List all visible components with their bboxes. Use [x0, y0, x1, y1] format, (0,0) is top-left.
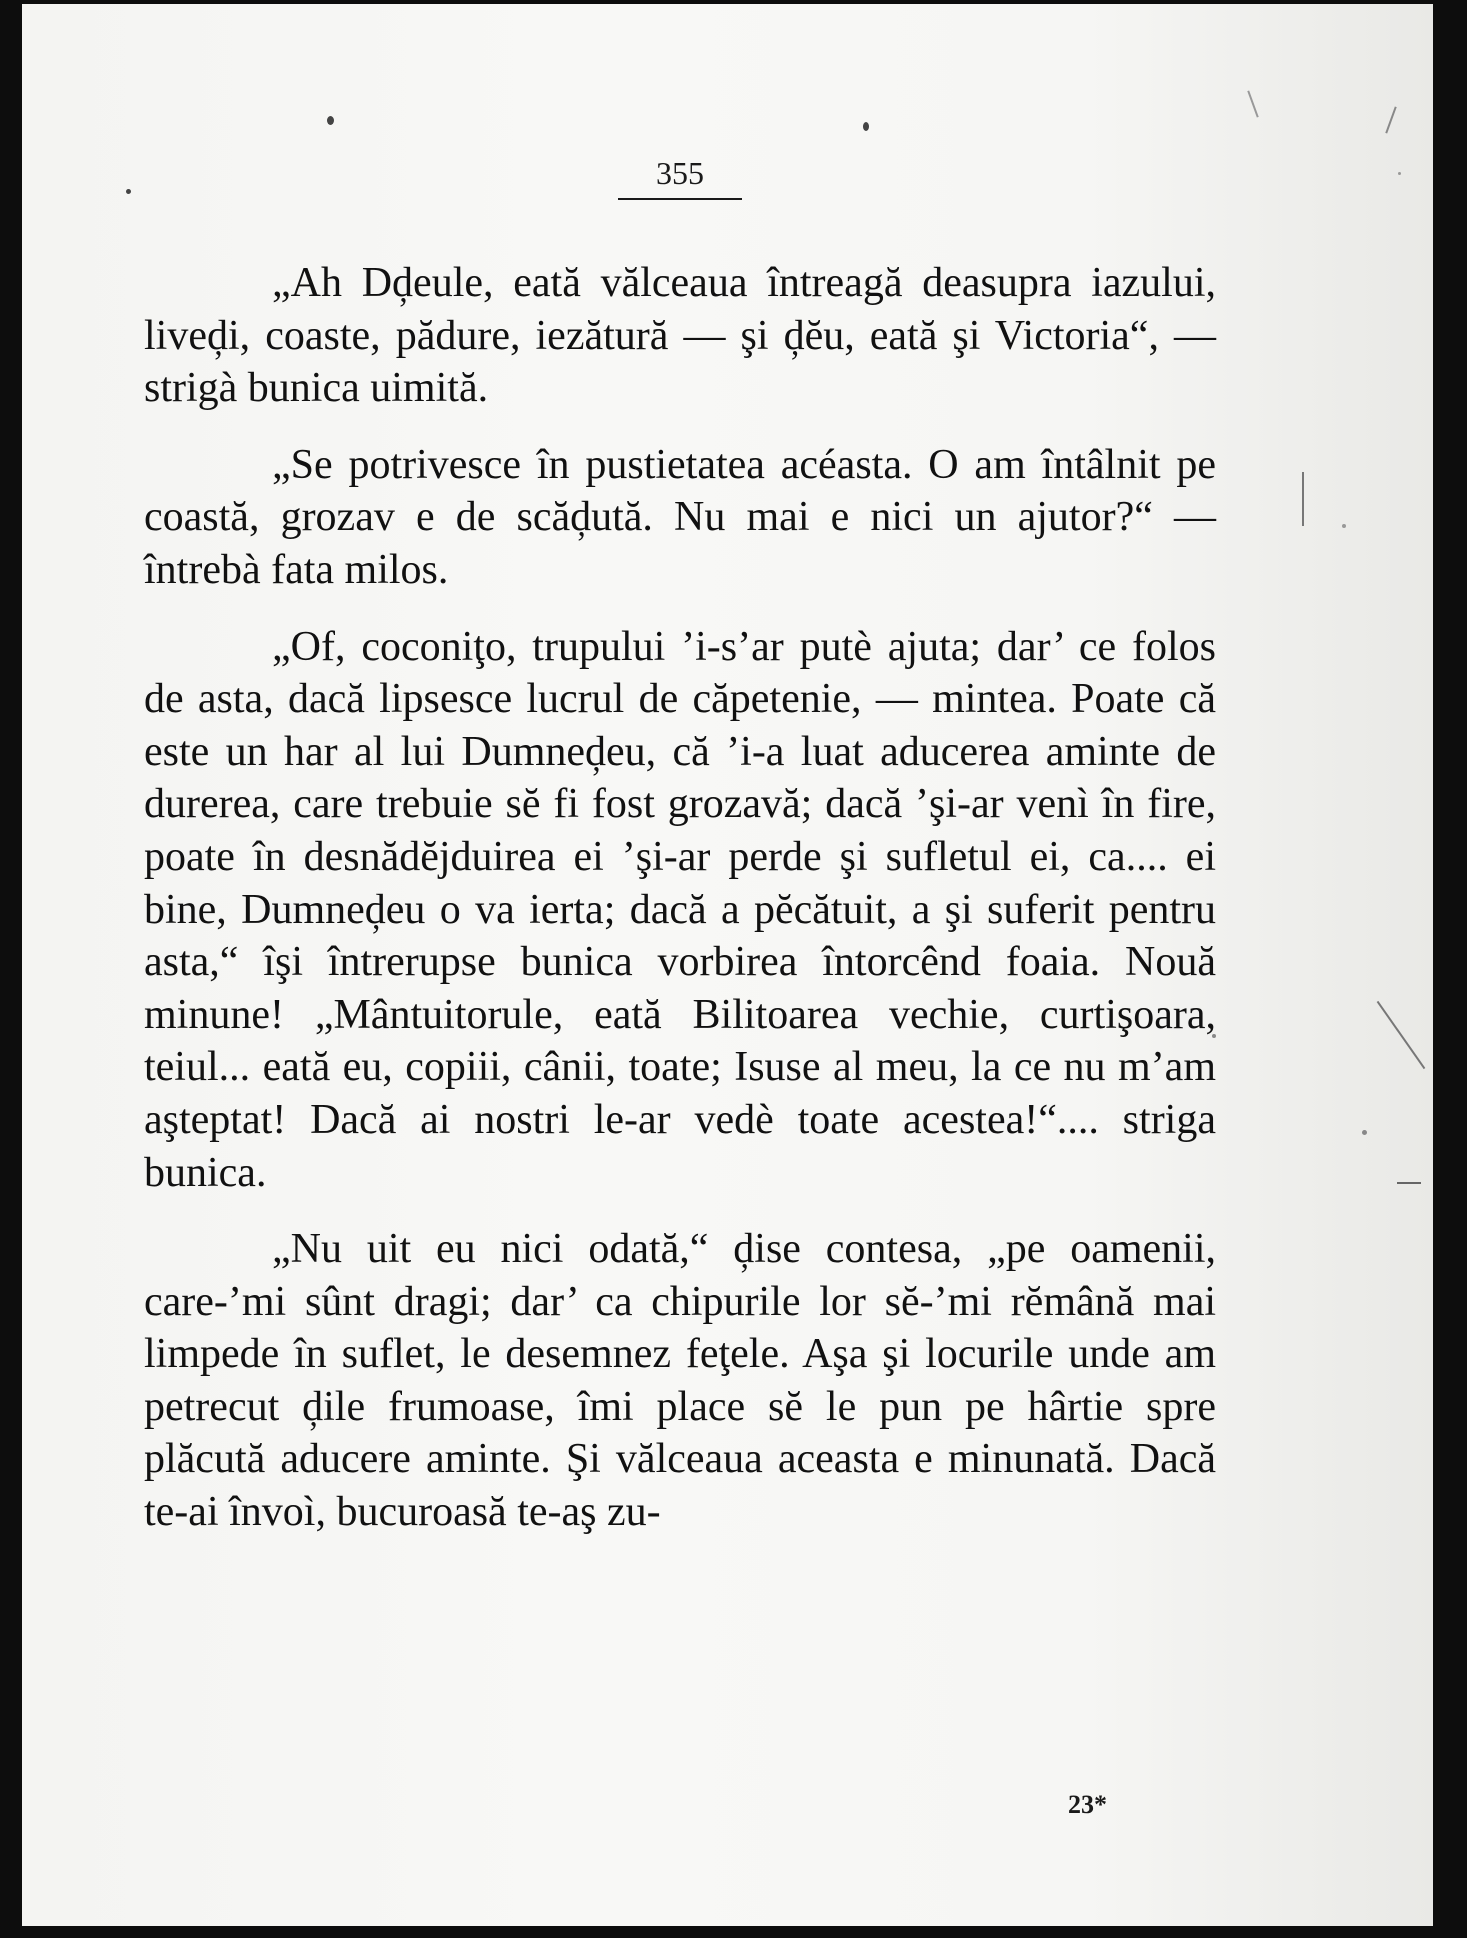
scan-speck: [327, 116, 334, 125]
paragraph: „Of, coconiţo, trupului ’i-s’ar putè ajuta; dar’ ce folos de asta, dacă lipsesce lucrul de căpetenie, — mintea. Poate că este un har al lui Dumneḑeu, că ’i-a luat aducerea aminte de durerea, care trebuie sĕ fi fost grozavă; dacă ’şi-ar venì în fire, poate în desnădĕjduirea ei ’şi-ar perde şi sufletul ei, ca.... ei bine, Dumneḑeu o va ierta; dacă a pĕcătuit, a şi suferit pentru asta,“ îşi întrerupse bunica vorbirea întorcênd foaia. Nouă minune! „Mântuitorule, eată Bilitoarea vechie, curtişoara, teiul... eată eu, copiii, cânii, toate; Isuse al meu, la ce nu m’am aşteptat! Dacă ai nostri le-ar vedè toate acestea!“.... striga bunica.: [144, 623, 1216, 1196]
paragraph: „Nu uit eu nici odată,“ ḑise contesa, „pe oamenii, care-’mi sûnt dragi; dar’ ca chipurile lor sĕ-’mi rĕmână mai limpede în suflet, le desemnez feţele. Aşa şi locurile unde am petrecut ḑile frumoase, îmi place sĕ le pun pe hârtie spre plăcută aducere aminte. Şi vălceaua aceasta e minunată. Dacă te-ai învoì, bucuroasă te-aş zu-: [144, 1226, 1216, 1536]
scan-speck: [126, 189, 131, 194]
scan-border-bottom: [0, 1926, 1467, 1938]
scan-streak: [1302, 472, 1304, 526]
scan-streak: [1247, 91, 1258, 118]
scan-streak: [1385, 107, 1396, 134]
scan-speck: [1342, 524, 1346, 528]
scan-border-left: [0, 0, 22, 1938]
scan-speck: [863, 122, 869, 131]
scan-border-right: [1433, 0, 1467, 1938]
page-number: 355: [618, 155, 742, 200]
signature-mark: 23*: [1068, 1790, 1107, 1819]
scan-speck: [1362, 1130, 1367, 1135]
paragraph: „Se potrivesce în pustietatea acéasta. O am întâlnit pe coastă, grozav e de scăḑută. Nu mai e nici un ajutor?“ — întrebà fata milos.: [144, 441, 1216, 593]
body-text: [144, 257, 1216, 1563]
scan-streak: [1397, 1182, 1421, 1184]
scan-streak: [1377, 1001, 1426, 1069]
scan-speck: [1398, 172, 1401, 175]
paragraph: „Ah Dḑeule, eată vălceaua întreagă deasupra iazului, liveḑi, coaste, pădure, iezătură — şi ḑĕu, eată şi Victoria“, — strigà bunica uimită.: [144, 260, 1216, 412]
